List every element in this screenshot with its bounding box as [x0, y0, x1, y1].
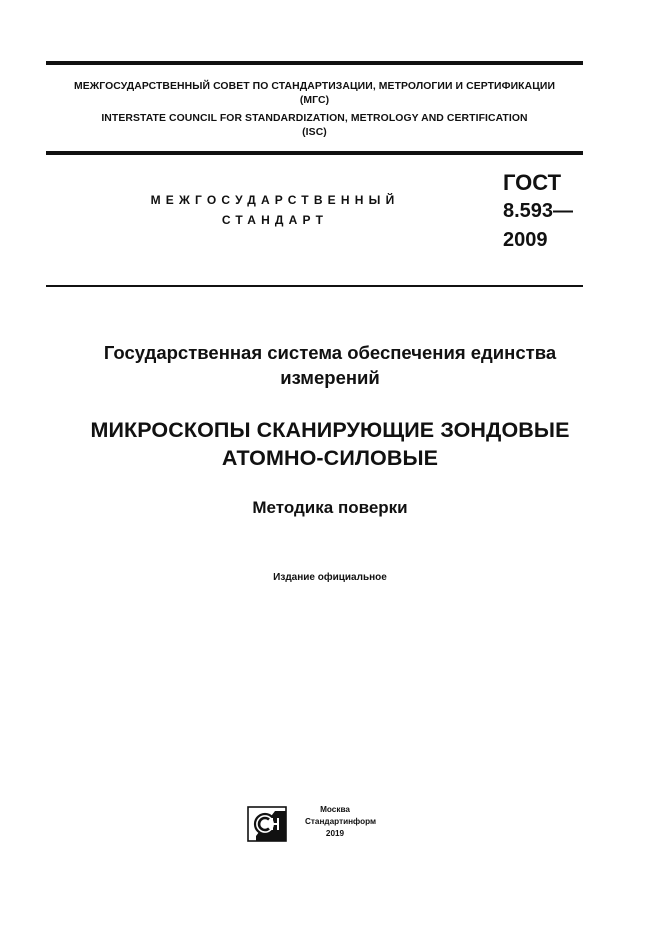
header-bottom-rule [46, 285, 583, 287]
document-title-line1: МИКРОСКОПЫ СКАНИРУЮЩИЕ ЗОНДОВЫЕ [90, 418, 570, 442]
publication-year: 2019 [325, 829, 345, 838]
publisher-name: Стандартинформ [305, 817, 377, 826]
council-divider-rule [46, 151, 583, 155]
edition-note: Издание официальное [273, 572, 387, 583]
system-title [30, 340, 630, 390]
interstate-label: МЕЖГОСУДАРСТВЕННЫЙ [150, 193, 400, 207]
council-name-en [46, 112, 583, 140]
document-title-line2: АТОМНО-СИЛОВЫЕ [221, 446, 439, 470]
council-ru-line1: МЕЖГОСУДАРСТВЕННЫЙ СОВЕТ ПО СТАНДАРТИЗАЦИИ, МЕТРОЛОГИИ И СЕРТИФИКАЦИИ [73, 81, 556, 92]
publisher-block [305, 804, 377, 840]
gost-word: ГОСТ [503, 170, 562, 195]
council-name-ru [46, 80, 583, 108]
document-subtitle: Методика поверки [252, 498, 408, 517]
gost-year: 2009 [503, 229, 548, 251]
publisher-city: Москва [320, 805, 350, 814]
council-en-abbr: (ISC) [302, 127, 327, 138]
gost-number: 8.593— [503, 200, 574, 222]
system-title-line2: измерений [280, 367, 380, 388]
council-ru-abbr: (МГС) [299, 95, 330, 106]
document-title [30, 416, 630, 472]
system-title-line1: Государственная система обеспечения единства [103, 342, 557, 363]
top-rule [46, 61, 583, 65]
council-en-line1: INTERSTATE COUNCIL FOR STANDARDIZATION, METROLOGY AND CERTIFICATION [101, 113, 528, 124]
gost-designation [503, 168, 573, 255]
standard-label: СТАНДАРТ [221, 213, 329, 227]
standartinform-logo-icon [247, 806, 287, 842]
